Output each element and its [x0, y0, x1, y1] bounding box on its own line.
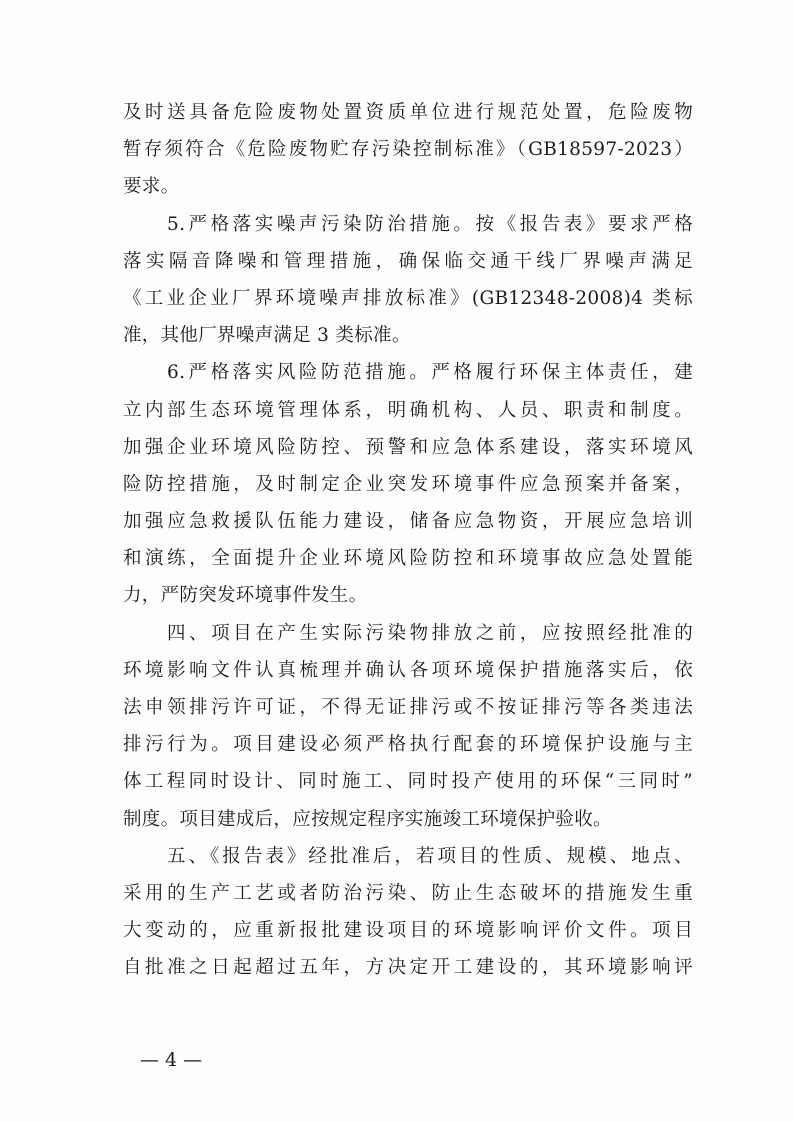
text-line-23: 大变动的，应重新报批建设项目的环境影响评价文件。项目: [123, 920, 693, 942]
text-line-18: 排污行为。项目建设必须严格执行配套的环境保护设施与主: [123, 734, 693, 756]
text-line-12: 加强应急救援队伍能力建设，储备应急物资，开展应急培训: [123, 511, 693, 533]
text-line-17: 法申领排污许可证，不得无证排污或不按证排污等各类违法: [123, 697, 693, 718]
text-line-20: 制度。项目建成后，应按规定程序实施竣工环境保护验收。: [123, 808, 612, 830]
document-body: [123, 94, 693, 987]
text-line-14: 力，严防突发环境事件发生。: [123, 585, 368, 607]
text-line-19: 体工程同时设计、同时施工、同时投产使用的环保“三同时”: [123, 771, 693, 793]
page-number: — 4 —: [140, 1049, 203, 1071]
text-line-13: 和演练，全面提升企业环境风险防控和环境事故应急处置能: [123, 548, 693, 570]
text-line-8: 6.严格落实风险防范措施。严格履行环保主体责任，建: [167, 362, 693, 384]
text-line-24: 自批准之日起超过五年，方决定开工建设的，其环境影响评: [123, 957, 693, 979]
text-line-4: 5.严格落实噪声污染防治措施。按《报告表》要求严格: [167, 213, 693, 235]
text-line-16: 环境影响文件认真梳理并确认各项环境保护措施落实后，依: [123, 659, 693, 681]
text-line-11: 险防控措施，及时制定企业突发环境事件应急预案并备案，: [123, 473, 693, 495]
text-line-21: 五、《报告表》经批准后，若项目的性质、规模、地点、: [167, 845, 693, 867]
text-line-6: 《工业企业厂界环境噪声排放标准》(GB12348-2008)4 类标: [123, 287, 693, 309]
text-line-9: 立内部生态环境管理体系，明确机构、人员、职责和制度。: [123, 399, 693, 421]
text-line-1: 及时送具备危险废物处置资质单位进行规范处置，危险废物: [123, 102, 693, 123]
text-line-22: 采用的生产工艺或者防治污染、防止生态破坏的措施发生重: [123, 882, 693, 904]
text-line-15: 四、项目在产生实际污染物排放之前，应按照经批准的: [167, 622, 693, 644]
text-line-10: 加强企业环境风险防控、预警和应急体系建设，落实环境风: [123, 436, 693, 458]
text-line-7: 准，其他厂界噪声满足 3 类标准。: [123, 325, 411, 347]
text-line-2: 暂存须符合《危险废物贮存污染控制标准》（GB18597-2023）: [123, 139, 693, 161]
text-line-3: 要求。: [123, 176, 180, 198]
text-line-5: 落实隔音降噪和管理措施，确保临交通干线厂界噪声满足: [123, 250, 693, 272]
